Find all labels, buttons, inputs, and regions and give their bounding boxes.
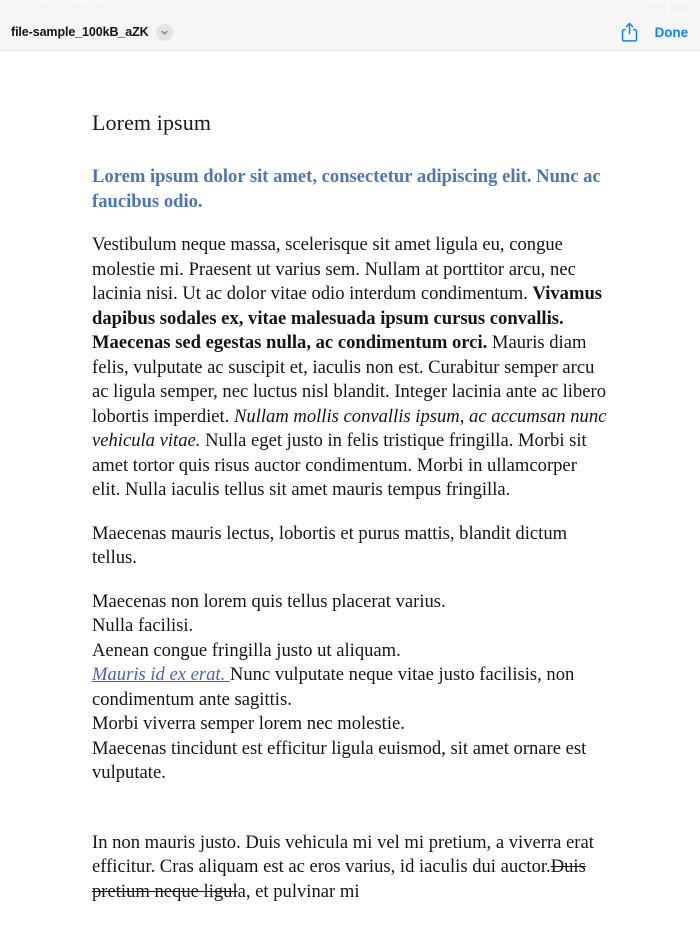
document-paragraph-3-line-3: Aenean congue fringilla justo ut aliquam. xyxy=(92,639,401,661)
document-paragraph-3-line-5: Morbi viverra semper lorem nec molestie. xyxy=(92,713,405,734)
chevron-down-icon[interactable] xyxy=(156,24,173,41)
document-paragraph-3-line-1: Maecenas non lorem quis tellus placerat varius. xyxy=(92,590,446,612)
document-toolbar xyxy=(0,14,700,51)
paragraph-1-segment-bold: Vivamus dapibus sodales ex, vitae malesuada ipsum cursus convallis. Maecenas sed egestas nulla, ac condimentum orci. xyxy=(92,283,603,353)
document-hyperlink[interactable]: Mauris id ex erat. xyxy=(92,664,230,685)
document-lead-heading: Lorem ipsum dolor sit amet, consectetur adipiscing elit. Nunc ac faucibus odio. xyxy=(92,166,601,212)
paragraph-1-segment-italic: Nullam mollis convallis ipsum, ac accumsan nunc vehicula vitae. xyxy=(92,405,607,451)
wifi-icon xyxy=(628,3,639,11)
paragraph-4-segment-strikethrough: Duis pretium neque ligul xyxy=(92,856,586,902)
document-name-menu[interactable] xyxy=(11,24,173,41)
document-content xyxy=(0,52,700,904)
document-paragraph-3-line-4 xyxy=(92,663,608,712)
paragraph-3-line-4-rest: Nunc vulputate neque vitae justo facilisis, non condimentum ante sagittis. xyxy=(92,664,575,710)
document-paragraph-4 xyxy=(92,831,608,905)
status-bar xyxy=(0,0,700,14)
document-page[interactable] xyxy=(0,52,700,934)
paragraph-1-segment-plain-c: Nulla eget justo in felis tristique fringilla. Morbi sit amet tortor quis risus auctor condimentum. Morbi in ullamcorper elit. Nulla iaculis tellus sit amet mauris tempus fringilla. xyxy=(92,430,587,500)
document-title: Lorem ipsum xyxy=(92,110,212,135)
battery-percent-label: 100% xyxy=(642,1,667,13)
document-paragraph-3-line-2: Nulla facilisi. xyxy=(92,615,194,636)
toolbar-actions xyxy=(621,22,688,42)
status-ellipsis-icon xyxy=(229,6,238,8)
document-paragraph-1 xyxy=(92,233,608,503)
paragraph-1-segment-plain-b: Mauris diam felis, vulputate ac suscipit et, iaculis non est. Curabitur semper arcu ac ligula semper, nec luctus nisl blandit. Integer lacinia ante ac libero lobortis imperdiet. xyxy=(92,332,606,427)
document-paragraph-2: Maecenas mauris lectus, lobortis et purus mattis, blandit dictum tellus. xyxy=(92,522,568,568)
document-name-label: file-sample_100kB_aZK xyxy=(11,25,149,39)
status-bar-right xyxy=(628,2,689,13)
paragraph-1-segment-plain-a: Vestibulum neque massa, scelerisque sit amet ligula eu, congue molestie mi. Praesent ut varius sem. Nullam at porttitor arcu, nec lacinia nisi. Ut ac dolor vitae odio interdum condimentum. xyxy=(92,234,576,304)
document-paragraph-3-line-6: Maecenas tincidunt est efficitur ligula euismod, sit amet ornare est vulputate. xyxy=(92,737,587,783)
status-date: Sat Nov 19 xyxy=(54,1,105,13)
status-time: 1:30 AM xyxy=(11,1,48,13)
paragraph-4-segment-plain-a: In non mauris justo. Duis vehicula mi vel mi pretium, a viverra erat efficitur. Cras aliquam est ac eros varius, id iaculis dui auctor. xyxy=(92,831,594,877)
done-button[interactable]: Done xyxy=(654,24,688,40)
paragraph-spacer xyxy=(92,805,608,831)
share-icon[interactable] xyxy=(621,22,638,42)
paragraph-4-segment-plain-b: a, et pulvinar mi xyxy=(237,880,360,902)
status-bar-left xyxy=(11,2,238,13)
battery-icon xyxy=(670,3,689,12)
